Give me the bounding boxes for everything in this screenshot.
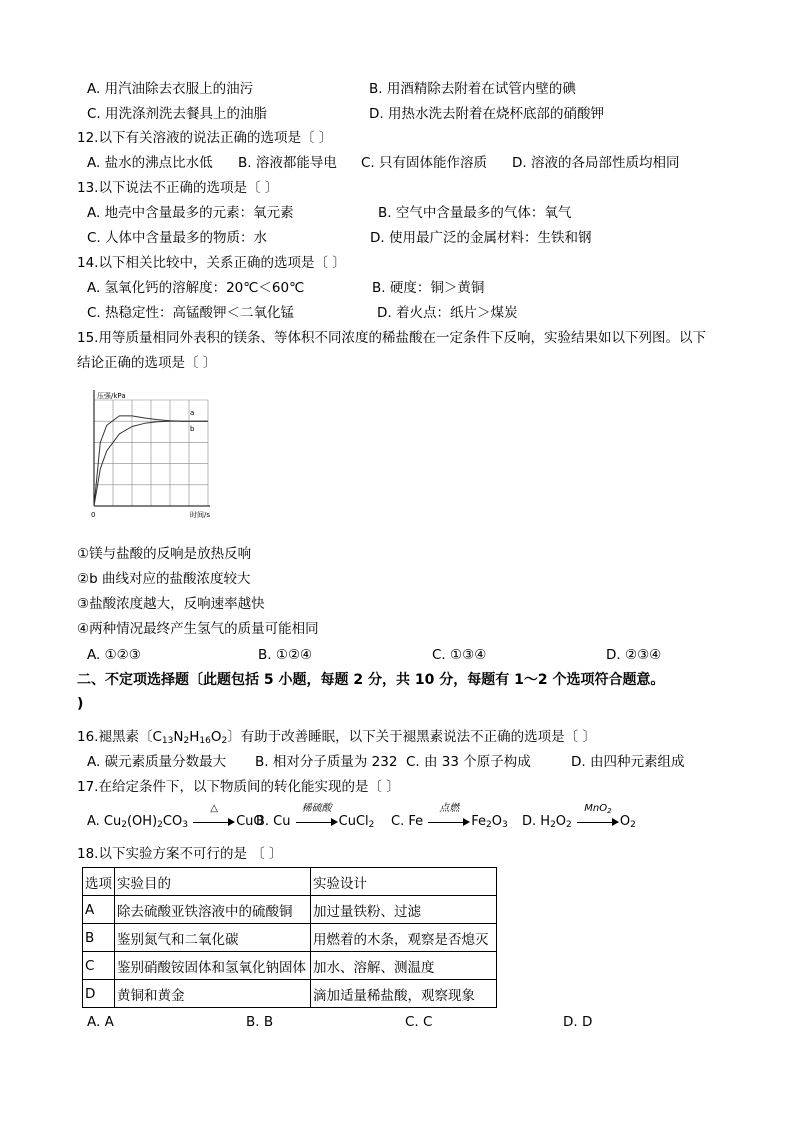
table-cell: A	[83, 896, 115, 924]
q15-option-c: C. ①③④	[432, 647, 487, 663]
header-cell: 实验设计	[311, 868, 497, 896]
reaction-arrow-catalyst: MnO$_2$	[577, 813, 619, 827]
q12-stem: 12.以下有关溶液的说法正确的选项是〔 〕	[77, 130, 333, 146]
q17-option-a: A. $Cu_2(OH)_2CO_3$ △ CuO	[87, 803, 264, 830]
q13-option-d: D. 使用最广泛的金属材料：生铁和钢	[370, 230, 592, 246]
table-cell: B	[83, 924, 115, 952]
q14-option-a: A. 氢氧化钙的溶解度：20℃＜60℃	[87, 280, 305, 296]
q17-option-b: B. Cu 稀硫酸 CuCl$_2$	[256, 803, 375, 830]
q15-option-b: B. ①②④	[258, 647, 313, 663]
reaction-arrow-acid: 稀硫酸	[296, 813, 338, 827]
q11-option-b: B. 用酒精除去附着在试管内壁的碘	[369, 81, 576, 97]
reaction-arrow-ignite: 点燃	[428, 813, 470, 827]
table-cell: 加水、溶解、测温度	[311, 952, 497, 980]
q16-option-b: B. 相对分子质量为 232	[255, 754, 398, 770]
q13-stem: 13.以下说法不正确的选项是〔 〕	[77, 180, 279, 196]
q16-option-a: A. 碳元素质量分数最大	[87, 754, 227, 770]
q13-option-c: C. 人体中含量最多的物质：水	[87, 230, 268, 246]
q13-option-a: A. 地壳中含量最多的元素：氧元素	[87, 205, 294, 221]
q15-option-d: D. ②③④	[606, 647, 662, 663]
header-cell: 选项	[83, 868, 115, 896]
table-cell: 除去硫酸亚铁溶液中的硫酸铜	[115, 896, 311, 924]
q15-stem-line2: 结论正确的选项是〔 〕	[77, 355, 217, 371]
table-header-row	[83, 868, 497, 896]
y-axis-label: 压强/kPa	[97, 392, 126, 400]
q11-option-a: A. 用汽油除去衣服上的油污	[87, 81, 254, 97]
q14-option-d: D. 着火点：纸片＞煤炭	[377, 305, 518, 321]
q18-option-b: B. B	[246, 1014, 274, 1030]
table-cell: 用燃着的木条，观察是否熄灭	[311, 924, 497, 952]
section2-title-line2: )	[77, 696, 84, 712]
table-cell: 鉴别硝酸铵固体和氢氧化钠固体	[115, 952, 311, 980]
table-row	[83, 924, 497, 952]
q15-statement-4: ④两种情况最终产生氢气的质量可能相同	[77, 621, 319, 637]
q14-option-b: B. 硬度：铜＞黄铜	[372, 280, 485, 296]
q17-option-d: D. $H_2O_2$ MnO$_2$ $O_2$	[522, 803, 636, 830]
q15-statement-1: ①镁与盐酸的反响是放热反响	[77, 546, 252, 562]
series-label-b: b	[190, 425, 195, 434]
q18-stem: 18.以下实验方案不可行的是 〔 〕	[77, 846, 283, 862]
q13-option-b: B. 空气中含量最多的气体：氧气	[378, 205, 572, 221]
table-row	[83, 952, 497, 980]
q12-option-c: C. 只有固体能作溶质	[361, 155, 488, 171]
origin-label: 0	[91, 511, 96, 519]
q16-stem: 16.褪黑素〔$C_{13}N_2H_{16}O_2$〕有助于改善睡眠，以下关于褪黑素说法不正确的选项是〔 〕	[77, 729, 596, 746]
table-row	[83, 896, 497, 924]
table-cell: C	[83, 952, 115, 980]
table-cell: D	[83, 980, 115, 1008]
table-cell: 黄铜和黄金	[115, 980, 311, 1008]
q17-option-c: C. Fe 点燃 $Fe_2O_3$	[391, 803, 508, 830]
q16-option-c: C. 由 33 个原子构成	[406, 754, 531, 770]
q15-option-a: A. ①②③	[87, 647, 141, 663]
header-cell: 实验目的	[115, 868, 311, 896]
q18-option-a: A. A	[87, 1014, 114, 1030]
q15-statement-2: ②b 曲线对应的盐酸浓度较大	[77, 571, 251, 587]
q12-option-b: B. 溶液都能导电	[238, 155, 337, 171]
q12-option-a: A. 盐水的沸点比水低	[87, 155, 213, 171]
q15-stem-line1: 15.用等质量相同外表积的镁条、等体积不同浓度的稀盐酸在一定条件下反响，实验结果如以下列图。以下	[77, 330, 706, 346]
table-cell: 滴加适量稀盐酸，观察现象	[311, 980, 497, 1008]
q18-option-c: C. C	[405, 1014, 433, 1030]
x-axis-label: 时间/s	[190, 511, 211, 519]
q17-stem: 17.在给定条件下，以下物质间的转化能实现的是〔 〕	[77, 779, 400, 795]
q11-option-d: D. 用热水洗去附着在烧杯底部的硝酸钾	[369, 106, 604, 122]
q14-stem: 14.以下相关比较中，关系正确的选项是〔 〕	[77, 255, 346, 271]
series-label-a: a	[190, 409, 195, 418]
q16-option-d: D. 由四种元素组成	[571, 754, 685, 770]
table-cell: 鉴别氮气和二氧化碳	[115, 924, 311, 952]
section2-title-line1: 二、不定项选择题〔此题包括 5 小题，每题 2 分，共 10 分，每题有 1～2 个选项符合题意。	[77, 672, 665, 688]
q11-option-c: C. 用洗涤剂洗去餐具上的油脂	[87, 106, 268, 122]
pressure-time-chart	[84, 386, 216, 520]
experiment-table	[82, 867, 497, 1008]
reaction-arrow-heat: △	[193, 813, 235, 827]
q15-statement-3: ③盐酸浓度越大，反响速率越快	[77, 596, 265, 612]
q14-option-c: C. 热稳定性：高锰酸钾＜二氧化锰	[87, 305, 295, 321]
q12-option-d: D. 溶液的各局部性质均相同	[512, 155, 680, 171]
q18-option-d: D. D	[563, 1014, 593, 1030]
table-row	[83, 980, 497, 1008]
table-cell: 加过量铁粉、过滤	[311, 896, 497, 924]
